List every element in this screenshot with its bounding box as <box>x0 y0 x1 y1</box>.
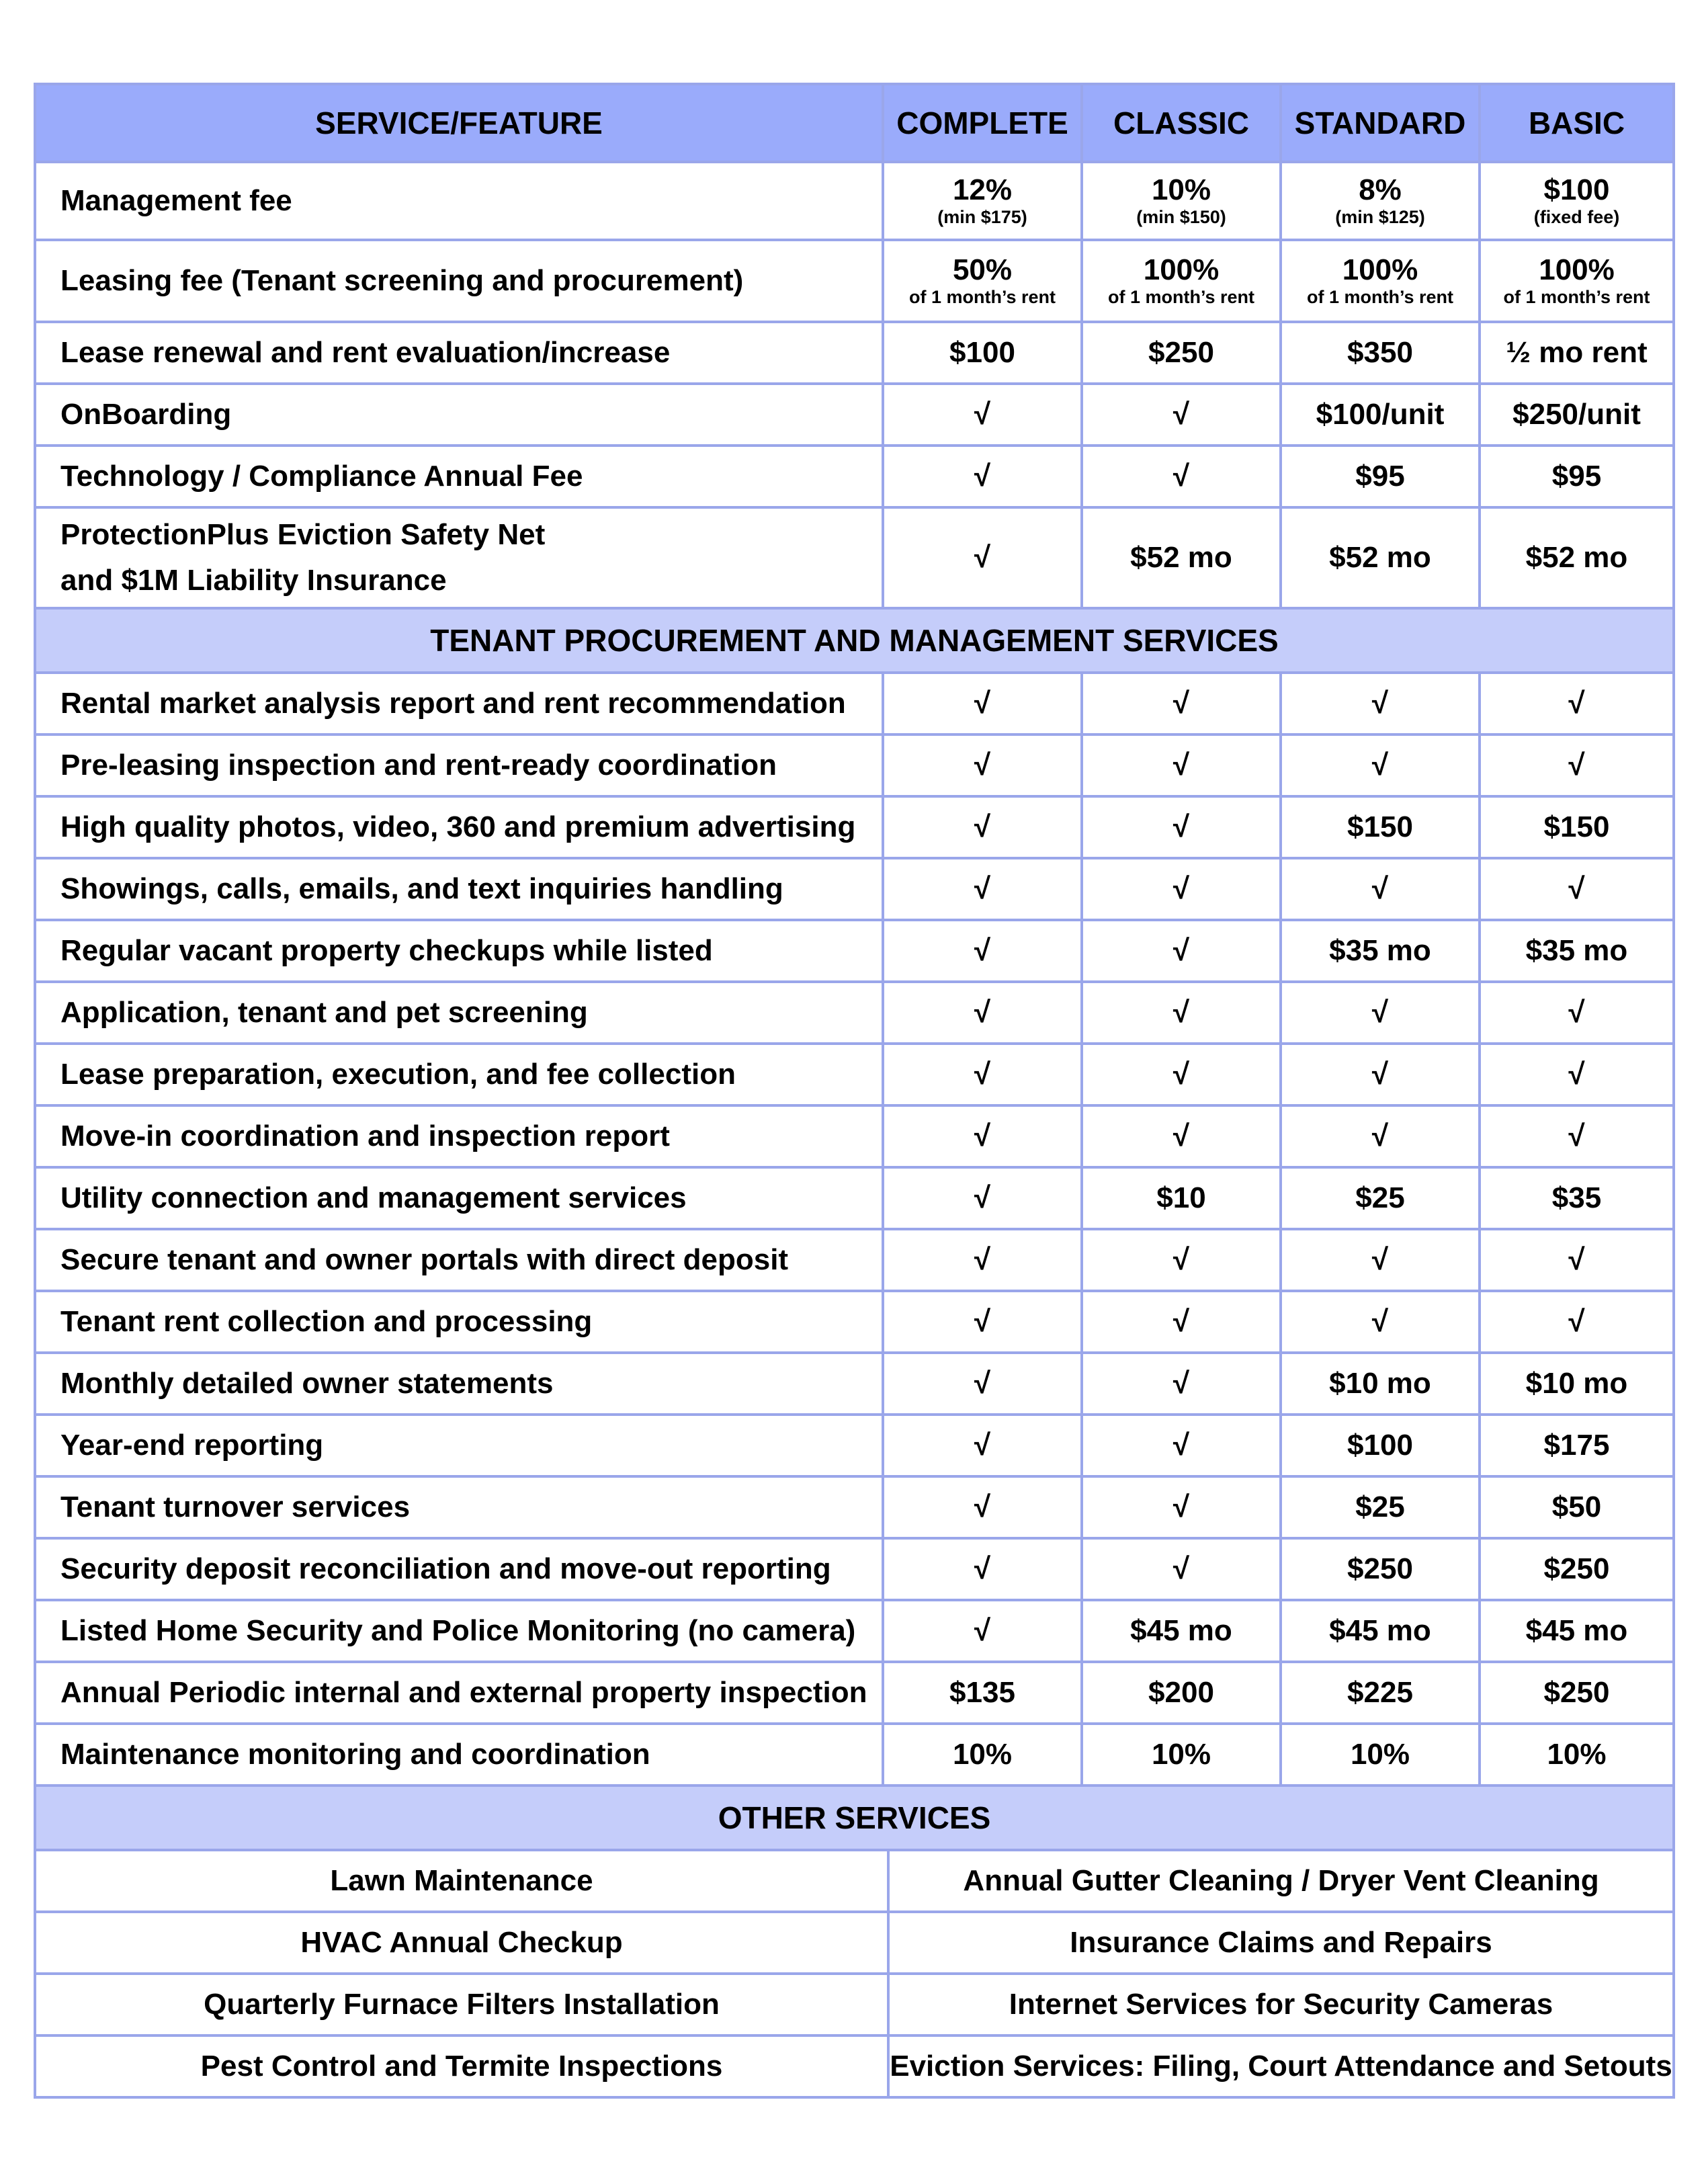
service-row <box>35 1291 1674 1353</box>
row-label: Monthly detailed owner statements <box>35 1353 883 1415</box>
check-icon: √ <box>1082 734 1281 796</box>
fee-value: 100% <box>1539 253 1615 286</box>
service-row <box>35 1229 1674 1291</box>
value-cell: 10% <box>1281 1724 1480 1786</box>
value-cell: ½ mo rent <box>1480 322 1674 384</box>
value-cell: $52 mo <box>1480 507 1674 608</box>
fee-value: 10% <box>1151 173 1211 206</box>
row-label <box>35 507 883 608</box>
fee-row-technology <box>35 446 1674 507</box>
value-cell: $35 mo <box>1480 920 1674 982</box>
row-label: Tenant turnover services <box>35 1476 883 1538</box>
column-header-basic: BASIC <box>1480 84 1674 162</box>
check-icon: √ <box>1480 734 1674 796</box>
value-cell: $10 <box>1082 1167 1281 1229</box>
check-icon: √ <box>1480 982 1674 1044</box>
service-row <box>35 1415 1674 1476</box>
check-icon: √ <box>1480 1105 1674 1167</box>
check-icon: √ <box>1082 1229 1281 1291</box>
service-row <box>35 1538 1674 1600</box>
check-icon: √ <box>1480 1044 1674 1105</box>
service-row <box>35 796 1674 858</box>
other-service-item: Annual Gutter Cleaning / Dryer Vent Cleaning <box>888 1850 1674 1912</box>
fee-note: (min $150) <box>1136 207 1226 227</box>
column-header-complete: COMPLETE <box>883 84 1082 162</box>
fee-cell <box>1082 240 1281 322</box>
fee-row-lease-renewal <box>35 322 1674 384</box>
section-header-tenant <box>35 608 1674 673</box>
value-cell: $150 <box>1480 796 1674 858</box>
check-icon: √ <box>1082 796 1281 858</box>
service-row <box>35 1353 1674 1415</box>
check-icon: √ <box>1082 1538 1281 1600</box>
section-title: TENANT PROCUREMENT AND MANAGEMENT SERVICES <box>35 608 1674 673</box>
value-cell: $35 <box>1480 1167 1674 1229</box>
check-icon: √ <box>883 673 1082 734</box>
value-cell: $250 <box>1480 1538 1674 1600</box>
check-icon: √ <box>1082 858 1281 920</box>
value-cell: $100 <box>1281 1415 1480 1476</box>
other-services-row <box>35 2035 1674 2097</box>
check-icon: √ <box>1082 1105 1281 1167</box>
check-icon: √ <box>1281 858 1480 920</box>
other-service-item: Insurance Claims and Repairs <box>888 1912 1674 1974</box>
section-header-other <box>35 1786 1674 1850</box>
value-cell: $52 mo <box>1281 507 1480 608</box>
check-icon: √ <box>1281 734 1480 796</box>
row-label: Pre-leasing inspection and rent-ready coordination <box>35 734 883 796</box>
services-body <box>35 673 1674 1786</box>
service-row <box>35 1105 1674 1167</box>
value-cell: $100/unit <box>1281 384 1480 446</box>
check-icon: √ <box>1281 673 1480 734</box>
fee-row-onboarding <box>35 384 1674 446</box>
value-cell: √ <box>1082 446 1281 507</box>
row-label: Year-end reporting <box>35 1415 883 1476</box>
value-cell: $50 <box>1480 1476 1674 1538</box>
check-icon: √ <box>883 1105 1082 1167</box>
column-header-standard: STANDARD <box>1281 84 1480 162</box>
other-services-body <box>35 1850 1674 2097</box>
row-label: Application, tenant and pet screening <box>35 982 883 1044</box>
service-row <box>35 920 1674 982</box>
check-icon: √ <box>883 1167 1082 1229</box>
check-icon: √ <box>1480 673 1674 734</box>
value-cell: $95 <box>1480 446 1674 507</box>
check-icon: √ <box>1281 1291 1480 1353</box>
other-service-item: HVAC Annual Checkup <box>35 1912 888 1974</box>
value-cell: $52 mo <box>1082 507 1281 608</box>
fee-row-protectionplus <box>35 507 1674 608</box>
check-icon: √ <box>883 982 1082 1044</box>
check-icon: √ <box>1281 982 1480 1044</box>
value-cell: 10% <box>1082 1724 1281 1786</box>
check-icon: √ <box>1082 982 1281 1044</box>
section-title: OTHER SERVICES <box>35 1786 1674 1850</box>
check-icon: √ <box>883 1415 1082 1476</box>
service-row <box>35 1662 1674 1724</box>
check-icon: √ <box>1082 920 1281 982</box>
check-icon: √ <box>1480 1291 1674 1353</box>
value-cell: $250 <box>1082 322 1281 384</box>
row-label: Lease preparation, execution, and fee collection <box>35 1044 883 1105</box>
check-icon: √ <box>883 1044 1082 1105</box>
value-cell: √ <box>883 384 1082 446</box>
value-cell: $250 <box>1480 1662 1674 1724</box>
fee-cell <box>1281 162 1480 240</box>
value-cell: $100 <box>883 322 1082 384</box>
value-cell: $25 <box>1281 1476 1480 1538</box>
value-cell: $45 mo <box>1082 1600 1281 1662</box>
check-icon: √ <box>1480 858 1674 920</box>
value-cell: $350 <box>1281 322 1480 384</box>
row-label: Security deposit reconciliation and move-out reporting <box>35 1538 883 1600</box>
check-icon: √ <box>1082 1291 1281 1353</box>
fee-note: (min $125) <box>1335 207 1425 227</box>
row-label: Listed Home Security and Police Monitoring (no camera) <box>35 1600 883 1662</box>
row-label: Tenant rent collection and processing <box>35 1291 883 1353</box>
service-row <box>35 1167 1674 1229</box>
fee-note: of 1 month’s rent <box>908 287 1056 307</box>
row-label-line: and $1M Liability Insurance <box>60 564 447 597</box>
value-cell: $150 <box>1281 796 1480 858</box>
check-icon: √ <box>883 1291 1082 1353</box>
row-label: Leasing fee (Tenant screening and procurement) <box>35 240 883 322</box>
check-icon: √ <box>1082 1415 1281 1476</box>
fee-row-leasing <box>35 240 1674 322</box>
value-cell: $250 <box>1281 1538 1480 1600</box>
check-icon: √ <box>1082 673 1281 734</box>
fee-value: 50% <box>952 253 1013 286</box>
other-service-item: Lawn Maintenance <box>35 1850 888 1912</box>
check-icon: √ <box>883 858 1082 920</box>
check-icon: √ <box>883 1538 1082 1600</box>
other-service-item: Internet Services for Security Cameras <box>888 1974 1674 2035</box>
check-icon: √ <box>1082 1476 1281 1538</box>
fee-cell <box>883 162 1082 240</box>
row-label: Lease renewal and rent evaluation/increase <box>35 322 883 384</box>
value-cell: $135 <box>883 1662 1082 1724</box>
check-icon: √ <box>1281 1044 1480 1105</box>
service-row <box>35 858 1674 920</box>
value-cell: √ <box>883 507 1082 608</box>
value-cell: $200 <box>1082 1662 1281 1724</box>
fee-cell <box>883 240 1082 322</box>
value-cell: $45 mo <box>1480 1600 1674 1662</box>
row-label: Secure tenant and owner portals with direct deposit <box>35 1229 883 1291</box>
fee-cell <box>1480 162 1674 240</box>
fee-value: 8% <box>1359 173 1402 206</box>
plan-comparison-table <box>34 83 1675 1851</box>
fee-note: (fixed fee) <box>1533 207 1620 227</box>
row-label: Maintenance monitoring and coordination <box>35 1724 883 1786</box>
other-services-row <box>35 1974 1674 2035</box>
pricing-comparison <box>34 83 1672 2099</box>
row-label: Showings, calls, emails, and text inquiries handling <box>35 858 883 920</box>
row-label-line: ProtectionPlus Eviction Safety Net <box>60 518 546 551</box>
other-services-row <box>35 1850 1674 1912</box>
fee-cell <box>1281 240 1480 322</box>
check-icon: √ <box>1082 1353 1281 1415</box>
check-icon: √ <box>883 796 1082 858</box>
check-icon: √ <box>883 1229 1082 1291</box>
fee-note: of 1 month’s rent <box>1107 287 1254 307</box>
column-header-classic: CLASSIC <box>1082 84 1281 162</box>
header-row <box>35 84 1674 162</box>
fee-note: (min $175) <box>937 207 1027 227</box>
row-label: High quality photos, video, 360 and premium advertising <box>35 796 883 858</box>
service-row <box>35 1600 1674 1662</box>
check-icon: √ <box>883 734 1082 796</box>
value-cell: $10 mo <box>1480 1353 1674 1415</box>
value-cell: $45 mo <box>1281 1600 1480 1662</box>
other-services-row <box>35 1912 1674 1974</box>
value-cell: $225 <box>1281 1662 1480 1724</box>
other-service-item: Eviction Services: Filing, Court Attendance and Setouts <box>888 2035 1674 2097</box>
value-cell: $35 mo <box>1281 920 1480 982</box>
row-label: Rental market analysis report and rent recommendation <box>35 673 883 734</box>
row-label: OnBoarding <box>35 384 883 446</box>
fee-value: 100% <box>1342 253 1418 286</box>
fee-value: 12% <box>952 173 1013 206</box>
fee-value: 100% <box>1143 253 1220 286</box>
fee-note: of 1 month’s rent <box>1306 287 1453 307</box>
fee-row-management <box>35 162 1674 240</box>
other-service-item: Pest Control and Termite Inspections <box>35 2035 888 2097</box>
row-label: Regular vacant property checkups while listed <box>35 920 883 982</box>
row-label: Annual Periodic internal and external property inspection <box>35 1662 883 1724</box>
service-row <box>35 1044 1674 1105</box>
value-cell: √ <box>883 446 1082 507</box>
value-cell: $95 <box>1281 446 1480 507</box>
service-row <box>35 673 1674 734</box>
fee-cell <box>1082 162 1281 240</box>
check-icon: √ <box>883 1476 1082 1538</box>
column-header-feature: SERVICE/FEATURE <box>35 84 883 162</box>
row-label: Utility connection and management services <box>35 1167 883 1229</box>
fee-cell <box>1480 240 1674 322</box>
fee-note: of 1 month’s rent <box>1503 287 1650 307</box>
check-icon: √ <box>1082 1044 1281 1105</box>
row-label: Technology / Compliance Annual Fee <box>35 446 883 507</box>
value-cell: $250/unit <box>1480 384 1674 446</box>
check-icon: √ <box>1281 1105 1480 1167</box>
service-row <box>35 1476 1674 1538</box>
value-cell: √ <box>1082 384 1281 446</box>
check-icon: √ <box>883 920 1082 982</box>
value-cell: $25 <box>1281 1167 1480 1229</box>
other-services-table <box>34 1849 1675 2099</box>
check-icon: √ <box>1480 1229 1674 1291</box>
service-row <box>35 982 1674 1044</box>
service-row <box>35 734 1674 796</box>
check-icon: √ <box>883 1353 1082 1415</box>
value-cell: $10 mo <box>1281 1353 1480 1415</box>
fee-value: $100 <box>1543 173 1610 206</box>
row-label: Move-in coordination and inspection report <box>35 1105 883 1167</box>
check-icon: √ <box>883 1600 1082 1662</box>
value-cell: $175 <box>1480 1415 1674 1476</box>
value-cell: 10% <box>1480 1724 1674 1786</box>
check-icon: √ <box>1281 1229 1480 1291</box>
value-cell: 10% <box>883 1724 1082 1786</box>
service-row <box>35 1724 1674 1786</box>
other-service-item: Quarterly Furnace Filters Installation <box>35 1974 888 2035</box>
row-label: Management fee <box>35 162 883 240</box>
